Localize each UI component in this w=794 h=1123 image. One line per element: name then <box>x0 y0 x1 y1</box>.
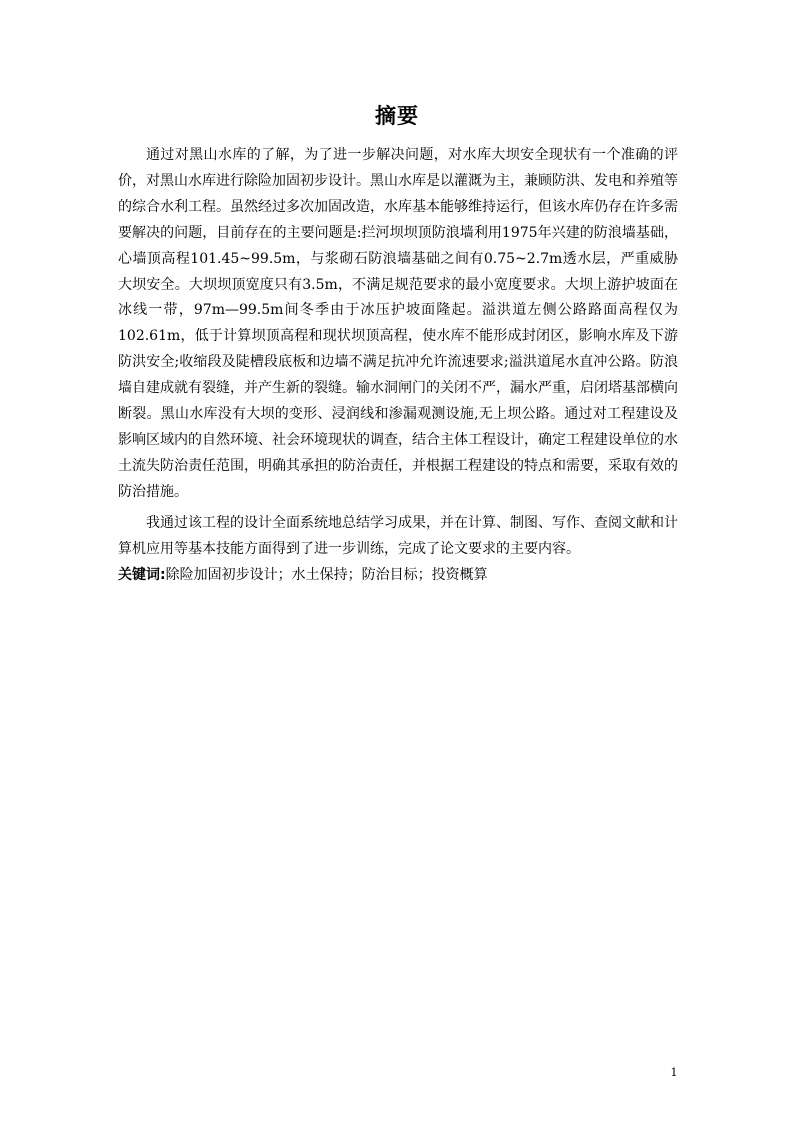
keywords-line <box>118 563 678 589</box>
page-number: 1 <box>670 1066 678 1079</box>
keywords-text: 除险加固初步设计；水土保持；防治目标；投资概算 <box>165 566 488 583</box>
keywords-label: 关键词: <box>118 566 166 583</box>
abstract-paragraph-1: 通过对黑山水库的了解，为了进一步解决问题，对水库大坝安全现状有一个准确的评价，对黑山水库进行除险加固初步设计。黑山水库是以灌溉为主，兼顾防洪、发电和养殖等的综合水利工程。虽然经过多次加固改造，水库基本能够维持运行，但该水库仍存在许多需要解决的问题，目前存在的主要问题是:拦河坝坝顶防浪墙利用1975年兴建的防浪墙基础，心墙顶高程101.45~99.5m，与浆砌石防浪墙基础之间有0.75~2.7m透水层，严重威胁大坝安全。大坝坝顶宽度只有3.5m，不满足规范要求的最小宽度要求。大坝上游护坡面在冰线一带，97m—99.5m间冬季由于冰压护坡面隆起。溢洪道左侧公路路面高程仅为102.61m，低于计算坝顶高程和现状坝顶高程，使水库不能形成封闭区，影响水库及下游防洪安全;收缩段及陡槽段底板和边墙不满足抗冲允许流速要求;溢洪道尾水直冲公路。防浪墙自建成就有裂缝，并产生新的裂缝。输水洞闸门的关闭不严，漏水严重，启闭塔基部横向断裂。黑山水库没有大坝的变形、浸润线和渗漏观测设施,无上坝公路。通过对工程建设及影响区域内的自然环境、社会环境现状的调查，结合主体工程设计，确定工程建设单位的水土流失防治责任范围，明确其承担的防治责任，并根据工程建设的特点和需要，采取有效的防治措施。 <box>118 147 678 500</box>
abstract-paragraph-2: 我通过该工程的设计全面系统地总结学习成果，并在计算、制图、写作、查阅文献和计算机应用等基本技能方面得到了进一步训练，完成了论文要求的主要内容。 <box>118 514 678 557</box>
abstract-body <box>118 143 678 588</box>
page-title: 摘要 <box>375 104 419 128</box>
